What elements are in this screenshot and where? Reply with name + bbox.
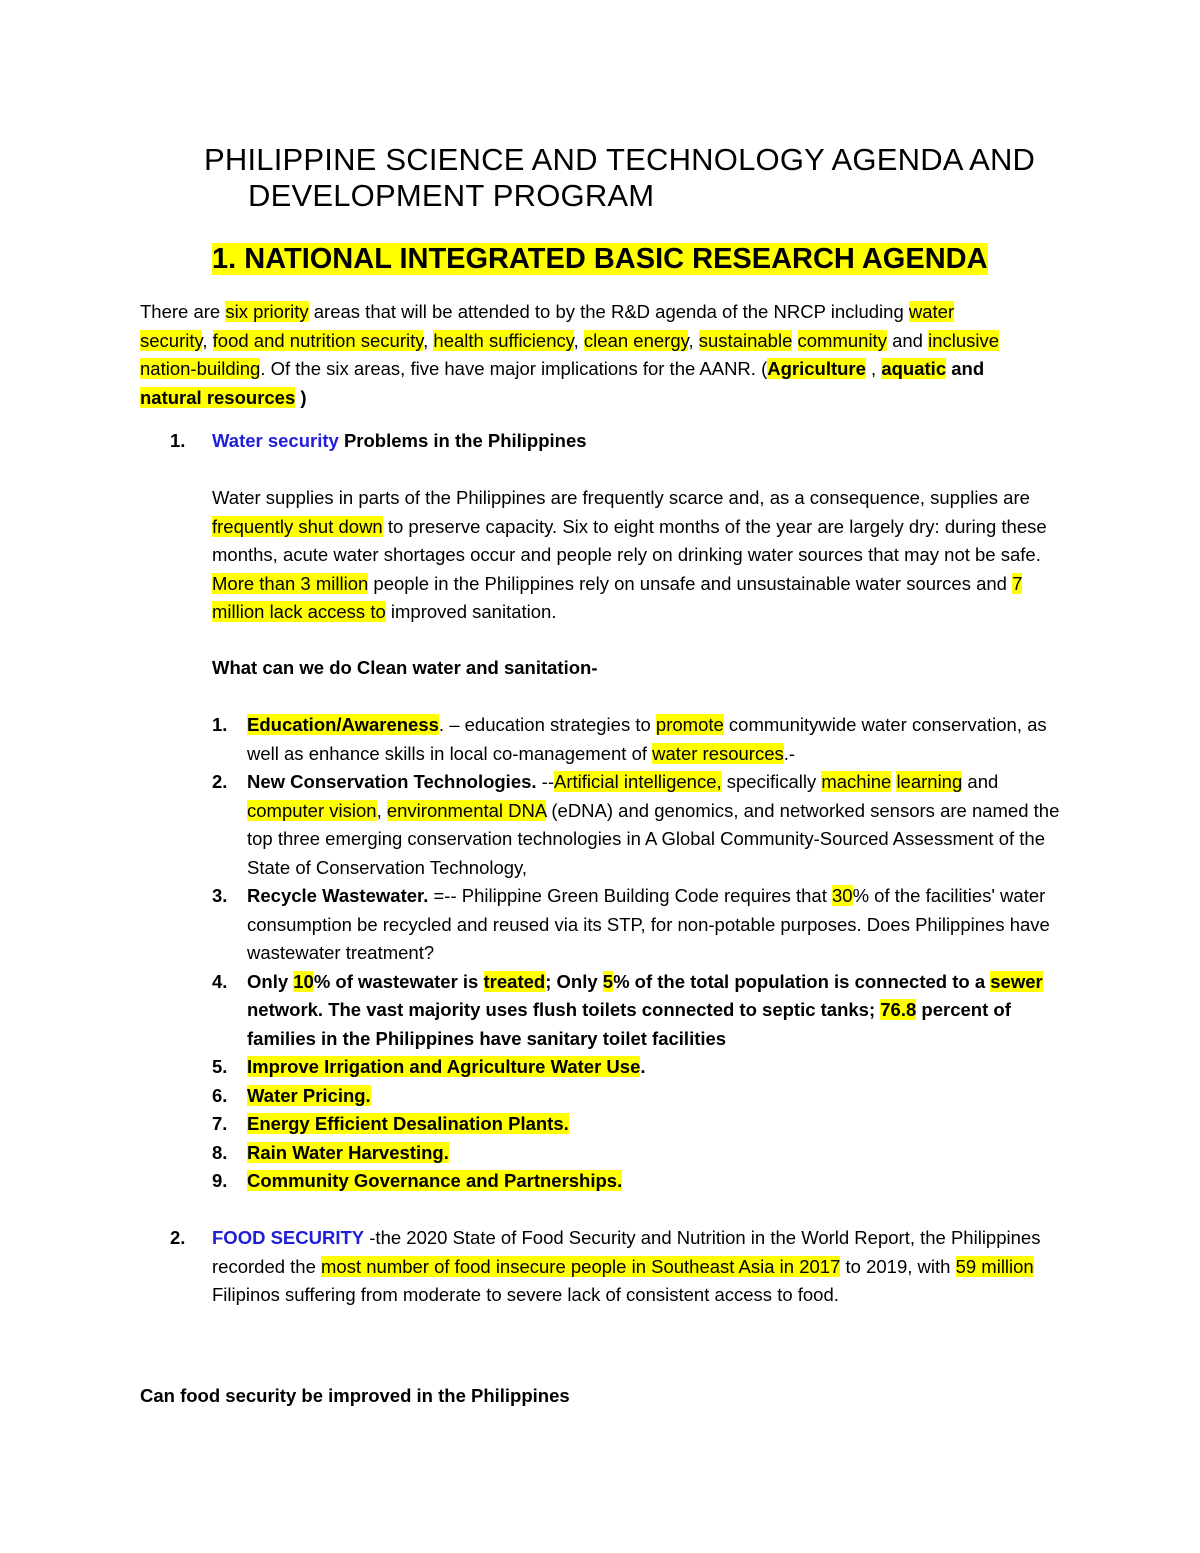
intro-paragraph: [140, 298, 1020, 412]
highlight: frequently shut down: [212, 515, 383, 537]
text: ,: [865, 358, 882, 379]
highlight: 10: [293, 970, 314, 992]
text: Problems in the Philippines: [338, 430, 587, 451]
list-item: [212, 882, 1062, 968]
list-number: 1.: [212, 714, 228, 735]
highlight: inclusive nation-building: [140, 329, 1000, 379]
text: [792, 330, 797, 351]
text: .: [640, 1056, 646, 1077]
list-number: 7.: [212, 1113, 228, 1134]
list-number: 5.: [212, 1056, 228, 1077]
water-paragraph: [212, 484, 1062, 627]
list-number: 4.: [212, 970, 228, 992]
highlight: sewer: [990, 970, 1043, 992]
text: % of wastewater is: [313, 970, 484, 992]
list-number: 8.: [212, 1141, 228, 1163]
clean-water-question: What can we do Clean water and sanitation-: [212, 657, 598, 678]
text: % of the facilities' water consumption be recycled and reused via its STP, for non-potable purposes. Does Philippines have wastewater treatment?: [247, 885, 1050, 963]
highlight: most number of food insecure people in Southeast Asia in 2017: [321, 1255, 841, 1277]
heading-highlight: 1. NATIONAL INTEGRATED BASIC RESEARCH AGENDA: [212, 243, 988, 275]
text: % of the total population is connected to a: [613, 970, 991, 992]
list-item: [212, 1053, 1062, 1082]
highlight: 30: [831, 885, 853, 906]
section-2: [170, 1224, 1050, 1310]
text: -the 2020 State of Food Security and Nutrition in the World Report, the Philippines recorded the: [212, 1227, 1041, 1277]
highlight: Energy Efficient Desalination Plants.: [247, 1113, 569, 1134]
highlight: clean energy: [583, 329, 689, 351]
text: to preserve capacity. Six to eight months of the year are largely dry: during these months, acute water shortages occur and people rely on drinking water sources that may not be safe.: [212, 515, 1047, 565]
highlight: environmental DNA: [386, 799, 547, 821]
section-heading: [212, 241, 988, 277]
text: percent of families in the Philippines have sanitary toilet facilities: [247, 999, 1011, 1049]
highlight: Artificial intelligence,: [554, 771, 722, 792]
list-number: 9.: [212, 1170, 228, 1191]
list-number: 3.: [212, 885, 228, 906]
solutions-list: [212, 711, 1062, 1196]
highlight: six priority: [225, 301, 309, 322]
list-item: [212, 1167, 1062, 1196]
text: areas that will be attended to by the R&D agenda of the NRCP including: [308, 301, 909, 322]
highlight: Community Governance and Partnerships.: [247, 1170, 623, 1191]
list-number: 1.: [170, 430, 186, 451]
highlight: machine: [821, 771, 892, 792]
highlight: water resources: [652, 742, 784, 764]
text: (eDNA) and genomics, and networked sensors are named the top three emerging conservation technologies in A Global Community-Sourced Assessment of the State of Conservation Technology,: [247, 799, 1060, 878]
highlight: natural resources: [140, 386, 296, 408]
text: . – education strategies to: [438, 714, 656, 735]
list-item: [212, 968, 1062, 1054]
section-1-heading: [170, 427, 1050, 456]
text: specifically: [721, 771, 822, 792]
highlight: 59 million: [955, 1255, 1034, 1277]
highlight: 5: [602, 970, 614, 992]
text: There are: [140, 301, 226, 322]
text: improved sanitation.: [385, 601, 557, 622]
highlight: sustainable: [698, 329, 793, 351]
text: ): [295, 386, 307, 408]
highlight: Rain Water Harvesting.: [247, 1141, 449, 1163]
text: . Of the six areas, five have major implications for the AANR. (: [260, 358, 768, 379]
text: communitywide water conservation, as well as enhance skills in local co-management of: [247, 714, 1047, 764]
food-security-question: Can food security be improved in the Philippines: [140, 1385, 570, 1406]
text: people in the Philippines rely on unsafe and unsustainable water sources and: [368, 572, 1013, 594]
highlight: community: [797, 329, 887, 351]
bold-text: Recycle Wastewater.: [247, 885, 429, 906]
text: Only: [247, 970, 294, 992]
text: --: [536, 771, 555, 792]
text: .-: [783, 742, 796, 764]
text: to 2019, with: [840, 1255, 956, 1277]
highlight: Improve Irrigation and Agriculture Water Use: [247, 1056, 641, 1077]
bold-text: New Conservation Technologies.: [247, 771, 537, 792]
highlight: Water Pricing.: [247, 1084, 371, 1106]
list-item: [212, 1082, 1062, 1111]
text: Filipinos suffering from moderate to severe lack of consistent access to food.: [212, 1284, 839, 1305]
highlight: 76.8: [880, 999, 917, 1020]
text: network. The vast majority uses flush toilets connected to septic tanks;: [247, 999, 881, 1020]
list-item: [212, 1139, 1062, 1168]
text: ; Only: [545, 970, 603, 992]
list-item: [212, 768, 1062, 882]
text: ,: [688, 329, 699, 351]
blue-label: FOOD SECURITY: [212, 1227, 365, 1248]
text: and: [886, 329, 929, 351]
highlight: water security: [140, 301, 955, 351]
text: and: [962, 771, 999, 792]
highlight: More than 3 million: [212, 572, 369, 594]
list-number: 2.: [170, 1227, 186, 1248]
text: ,: [376, 799, 387, 821]
highlight: learning: [896, 771, 963, 792]
highlight: Education/Awareness: [247, 714, 439, 735]
highlight: computer vision: [247, 799, 377, 821]
highlight: aquatic: [881, 358, 947, 379]
blue-label: Water security: [212, 430, 339, 451]
text: ,: [202, 329, 213, 351]
list-item: [212, 1110, 1062, 1139]
document-title: PHILIPPINE SCIENCE AND TECHNOLOGY AGENDA AND DEVELOPMENT PROGRAM: [204, 142, 1036, 213]
text: ,: [423, 329, 434, 351]
list-number: 6.: [212, 1084, 228, 1106]
highlight: treated: [483, 970, 546, 992]
highlight: 7 million lack access to: [212, 572, 1023, 622]
text: and: [946, 358, 985, 379]
highlight: promote: [655, 714, 724, 735]
highlight: food and nutrition security: [212, 329, 424, 351]
list-number: 2.: [212, 771, 228, 792]
list-item: [212, 711, 1062, 768]
highlight: Agriculture: [767, 358, 866, 379]
highlight: health sufficiency: [433, 329, 574, 351]
text: ,: [573, 329, 584, 351]
text: Water supplies in parts of the Philippines are frequently scarce and, as a consequence, supplies are: [212, 487, 1030, 508]
text: =-- Philippine Green Building Code requires that: [428, 885, 832, 906]
